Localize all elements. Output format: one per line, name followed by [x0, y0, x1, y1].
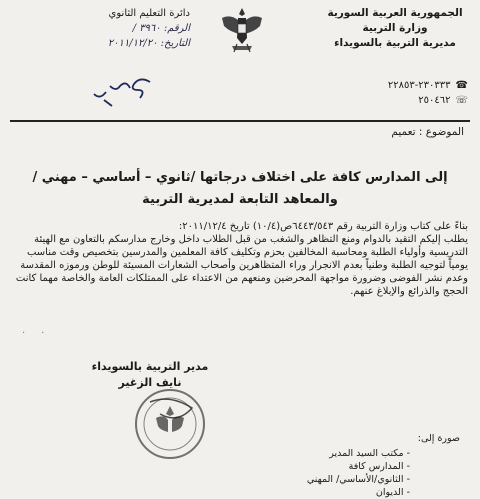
director-name: نايف الزغير [118, 376, 182, 389]
director-title: مدير التربية بالسويداء [91, 360, 209, 373]
phone-icon: ☎ [455, 80, 468, 91]
org-header [320, 6, 470, 51]
copies-item: - الديوان [375, 487, 410, 498]
copies-block [307, 432, 460, 499]
letter-body [12, 220, 468, 298]
copies-item: - المدارس كافة [348, 461, 410, 472]
ref-dept: دائرة التعليم الثانوي [108, 8, 190, 19]
directorate-name: مديرية التربية بالسويداء [334, 37, 456, 49]
ref-date: التاريخ: ٢٠١١/١٢/٢٠ [107, 38, 190, 49]
phone-2: ٢٥٠٤٦٢ [418, 95, 451, 106]
copies-item-text: الثانوي/الأساسي/ المهني [306, 474, 404, 485]
ministry-name: وزارة التربية [362, 22, 428, 34]
dots-mark: . . [22, 325, 45, 336]
handwritten-initial [90, 70, 160, 110]
phone-row-1 [388, 78, 468, 93]
copies-item-text: مكتب السيد المدير [329, 448, 404, 459]
copies-label: صورة إلى: [417, 433, 460, 444]
copies-item-text: الديوان [375, 487, 404, 498]
reference-block [60, 6, 190, 51]
official-stamp [130, 384, 210, 464]
copies-item-text: المدارس كافة [348, 461, 404, 472]
phone-row-2 [388, 93, 468, 108]
copies-item: - الثانوي/الأساسي/ المهني [306, 474, 410, 485]
ref-number: الرقم: ٣٩٦٠ / [132, 23, 190, 34]
phone-block [388, 78, 468, 108]
eagle-emblem-icon [218, 4, 266, 56]
body-paragraph-1: بناءً على كتاب وزارة التربية رقم ٦٤٤٣/٥٤٣ص(١٠/٤) تاريخ ٢٠١١/١٢/٤: [178, 221, 468, 232]
addressee-line-2: والمعاهد التابعة لمديرية التربية [142, 192, 338, 207]
body-paragraph-2: يطلب إليكم التقيد بالدوام ومنع التظاهر والشغب من قبل الطلاب داخل وخارج مدارسكم بالتعاون مع الهيئة التدريسية وأولياء الطلبة ومحاسبة المخالفين بحزم وتكليف كافة المعلمين والمدرسين بتخصيص وقت مناسب يومياً لتوجيه الطلبة وطنياً بعدم الانجرار وراء المتظاهرين وأصحاب الشعارات المسيئة للوطن ورموزه المقدسة وعدم نشر الفوضى وضرورة مواجهة المحرضين ومنعهم من الاعتداء على الممتلكات العامة والخاصة مهما كانت الحجج والذرائع والإبلاغ عنهم. [15, 234, 468, 297]
addressee-line-1: إلى المدارس كافة على اختلاف درجاتها /ثانوي – أساسي – مهني / [32, 170, 448, 185]
header-divider [10, 120, 470, 122]
country-name: الجمهورية العربية السورية [327, 7, 463, 19]
fax-icon: ☏ [455, 95, 468, 106]
phone-1: ٢٣٠٣٣٣-٢٢٨٥٣ [387, 80, 451, 91]
subject-line: الموضوع : تعميم [391, 126, 464, 138]
copies-item: - مكتب السيد المدير [329, 448, 410, 459]
